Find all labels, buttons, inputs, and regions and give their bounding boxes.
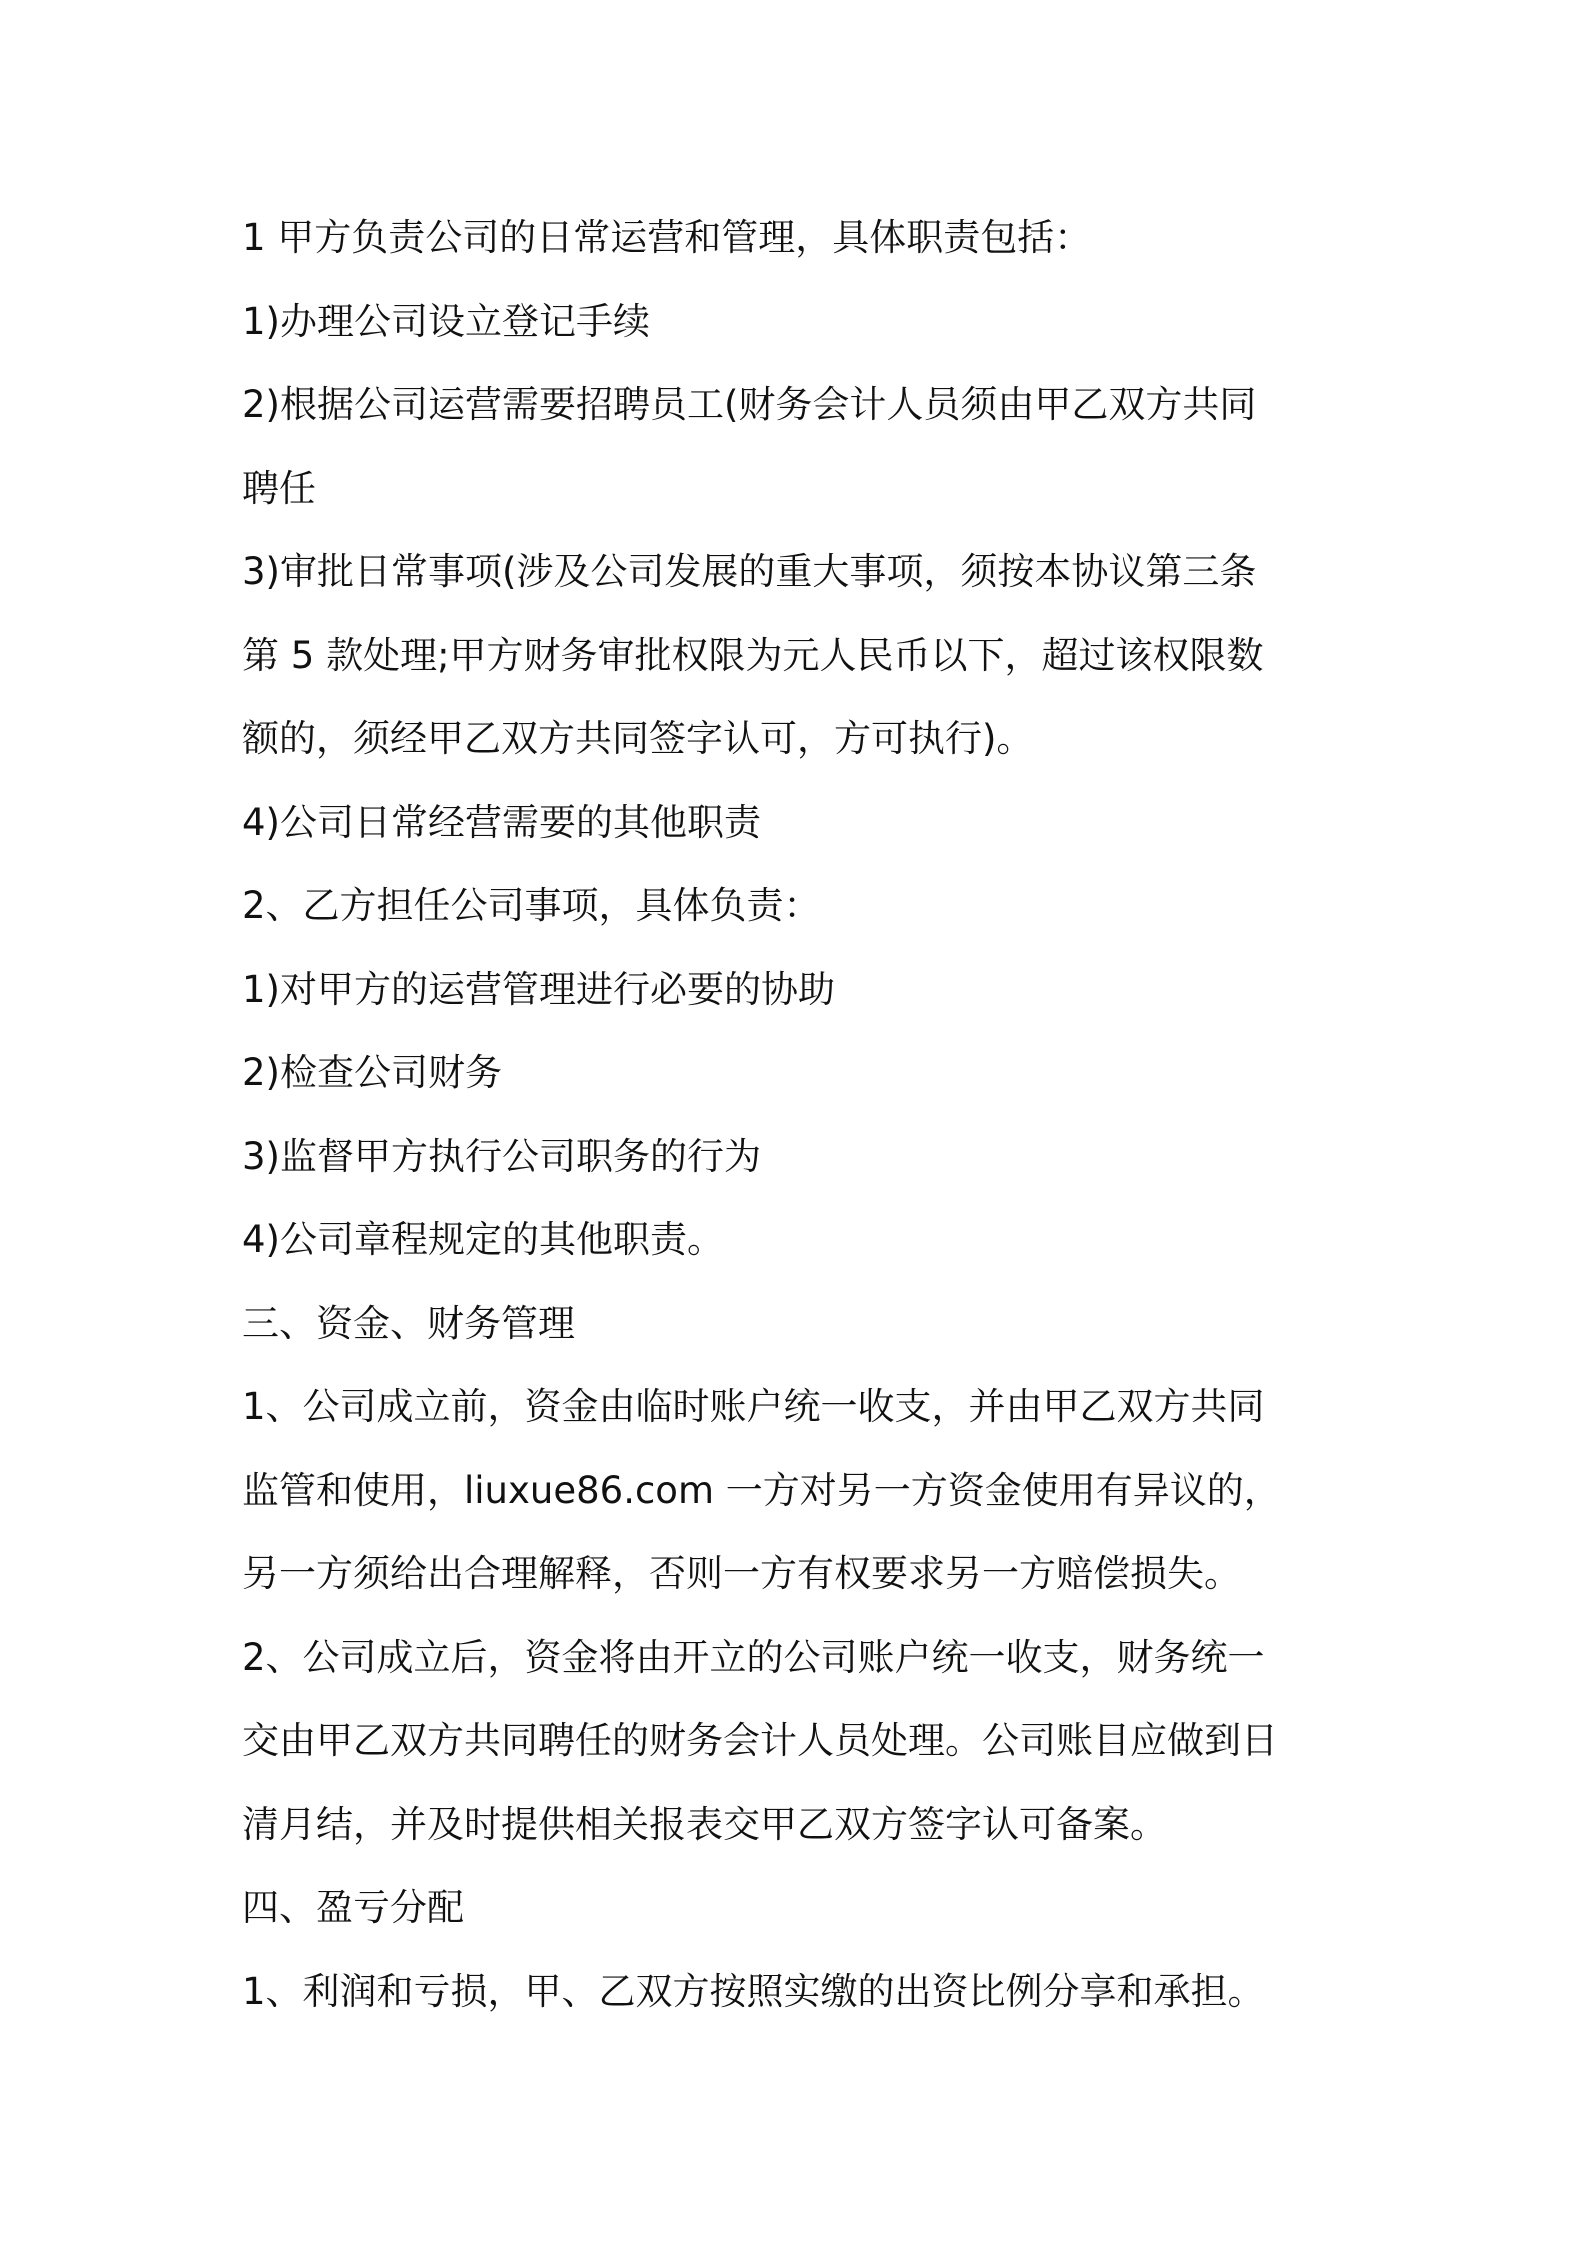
text-line: 2、乙方担任公司事项，具体负责： bbox=[242, 884, 821, 927]
text-line: 1、公司成立前，资金由临时账户统一收支，并由甲乙双方共同 bbox=[242, 1385, 1265, 1428]
text-line: 2)根据公司运营需要招聘员工(财务会计人员须由甲乙双方共同 bbox=[242, 383, 1257, 426]
text-line: 1)对甲方的运营管理进行必要的协助 bbox=[242, 967, 835, 1011]
text-line: 1)办理公司设立登记手续 bbox=[242, 299, 650, 343]
text-line: 4)公司日常经营需要的其他职责 bbox=[242, 800, 761, 844]
text-line: 4)公司章程规定的其他职责。 bbox=[242, 1218, 724, 1261]
text-line: 第 5 款处理;甲方财务审批权限为元人民币以下，超过该权限数 bbox=[242, 633, 1264, 677]
text-line: 1 甲方负责公司的日常运营和管理，具体职责包括： bbox=[242, 216, 1092, 259]
text-line: 额的，须经甲乙双方共同签字认可，方可执行)。 bbox=[242, 717, 1034, 760]
text-line: 监管和使用，liuxue86.com 一方对另一方资金使用有异议的， bbox=[242, 1468, 1281, 1512]
text-line: 交由甲乙双方共同聘任的财务会计人员处理。公司账目应做到日 bbox=[242, 1719, 1278, 1762]
text-line: 2、公司成立后，资金将由开立的公司账户统一收支，财务统一 bbox=[242, 1635, 1265, 1679]
text-line: 聘任 bbox=[242, 466, 316, 510]
text-line: 1、利润和亏损，甲、乙双方按照实缴的出资比例分享和承担。 bbox=[242, 1969, 1265, 2013]
section-heading: 四、盈亏分配 bbox=[242, 1886, 464, 1929]
section-heading: 三、资金、财务管理 bbox=[242, 1301, 575, 1345]
text-line: 另一方须给出合理解释，否则一方有权要求另一方赔偿损失。 bbox=[242, 1552, 1241, 1595]
document-body bbox=[242, 196, 1372, 2033]
text-line: 3)监督甲方执行公司职务的行为 bbox=[242, 1134, 761, 1178]
text-line: 3)审批日常事项(涉及公司发展的重大事项，须按本协议第三条 bbox=[242, 550, 1257, 593]
text-line: 清月结，并及时提供相关报表交甲乙双方签字认可备案。 bbox=[242, 1802, 1167, 1846]
text-line: 2)检查公司财务 bbox=[242, 1051, 502, 1094]
